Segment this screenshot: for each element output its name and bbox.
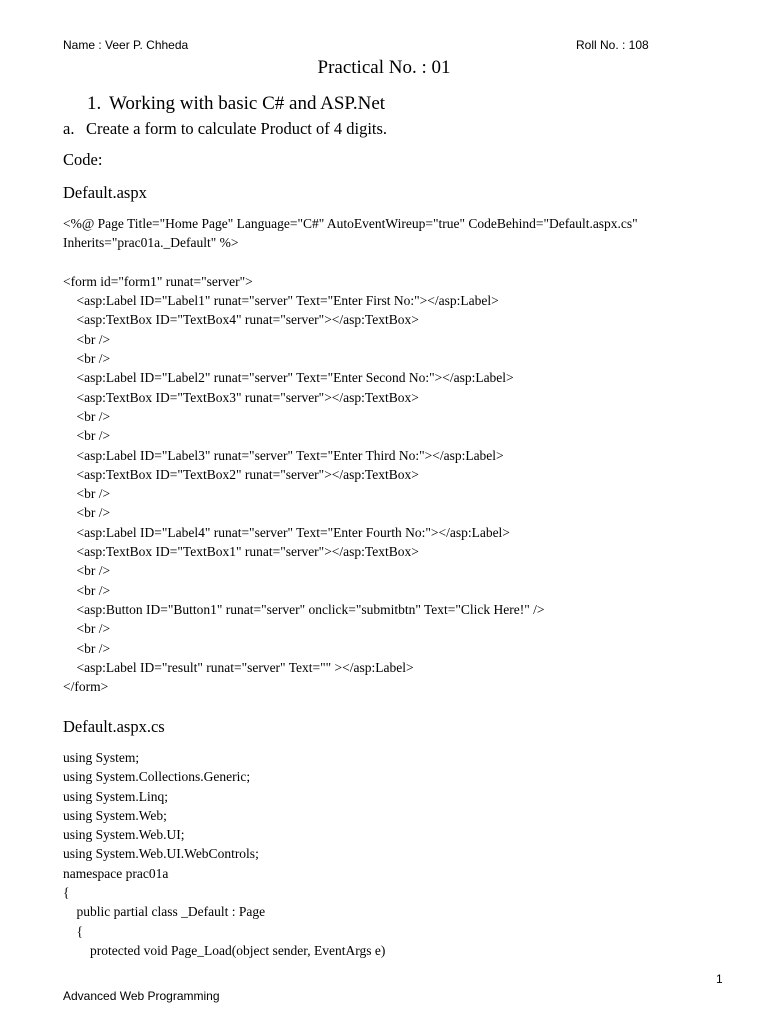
file1-code-block: <%@ Page Title="Home Page" Language="C#" AutoEventWireup="true" CodeBehind="Default.aspx.cs" Inherits="prac01a._Default" %> <form id="form1" runat="server"> <asp:Label ID="Label1" runat="server" Text="Enter First No:"></asp:Label> <asp:TextBox ID="TextBox4" runat="server"></asp:TextBox> <br /> <br /> <asp:Label ID="Label2" runat="server" Text="Enter Second No:"></asp:Label> <asp:TextBox ID="TextBox3" runat="server"></asp:TextBox> <br /> <br /> <asp:Label ID="Label3" runat="server" Text="Enter Third No:"></asp:Label> <asp:TextBox ID="TextBox2" runat="server"></asp:TextBox> <br /> <br /> <asp:Label ID="Label4" runat="server" Text="Enter Fourth No:"></asp:Label> <asp:TextBox ID="TextBox1" runat="server"></asp:TextBox> <br /> <br /> <asp:Button ID="Button1" runat="server" onclick="submitbtn" Text="Click Here!" /> <br /> <br /> <asp:Label ID="result" runat="server" Text="" ></asp:Label> </form> [63,216,638,695]
section-heading [87,93,385,115]
section-number: 1. [87,93,102,114]
file2-name: Default.aspx.cs [63,717,165,736]
student-name: Name : Veer P. Chheda [63,38,189,52]
footer-course: Advanced Web Programming [63,989,220,1003]
question [63,119,387,139]
roll-number: Roll No. : 108 [576,38,649,52]
file2-code-block: using System; using System.Collections.Generic; using System.Linq; using System.Web; using System.Web.UI; using System.Web.UI.WebControls; namespace prac01a { public partial class _Default : Page { protected void Page_Load(object sender, EventArgs e) [63,750,386,958]
section-heading-text: Working with basic C# and ASP.Net [109,93,386,114]
page-number: 1 [716,972,723,986]
code-label: Code: [63,150,103,169]
file1-name: Default.aspx [63,183,147,202]
page-title: Practical No. : 01 [317,57,451,78]
question-text: Create a form to calculate Product of 4 digits. [86,119,388,138]
question-label: a. [63,119,75,138]
